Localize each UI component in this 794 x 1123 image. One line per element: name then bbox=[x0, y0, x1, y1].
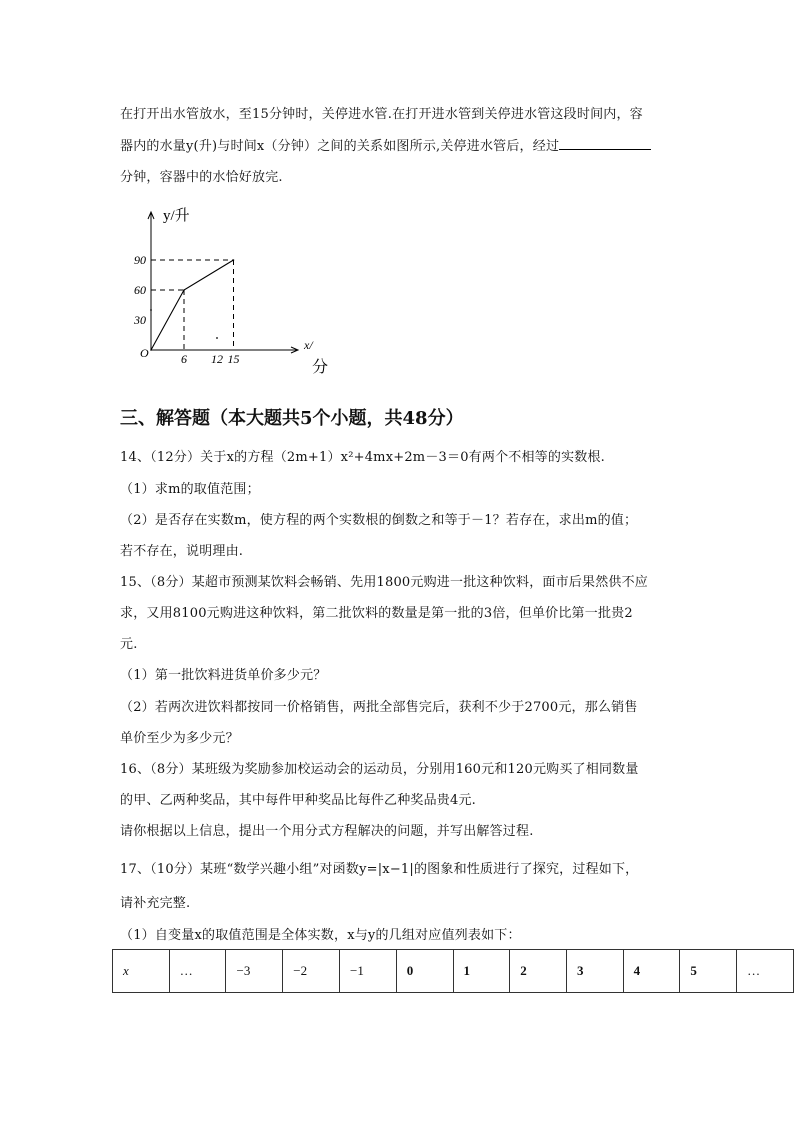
problem16-stem2: 的甲、乙两种奖品，其中每件甲种奖品比每件乙种奖品贵4元. bbox=[120, 793, 477, 808]
x-axis-label: x/ bbox=[304, 338, 313, 352]
table-cell: −3 bbox=[226, 950, 283, 993]
section-title: 三、解答题（本大题共5个小题，共48分） bbox=[120, 408, 464, 429]
problem13-line3: 分钟，容器中的水恰好放完. bbox=[120, 170, 283, 185]
problem15-q1: （1）第一批饮料进货单价多少元？ bbox=[120, 668, 327, 683]
x-axis-unit: 分 bbox=[312, 359, 329, 376]
value-table-row bbox=[113, 950, 794, 993]
table-cell: x bbox=[113, 950, 170, 993]
table-cell: … bbox=[737, 950, 794, 993]
data-point bbox=[183, 289, 185, 291]
series-line bbox=[151, 260, 234, 350]
problem15-q2a: （2）若两次进饮料都按同一价格销售，两批全部售完后，获利不少于2700元，那么销售 bbox=[120, 700, 638, 715]
problem16-stem3: 请你根据以上信息，提出一个用分式方程解决的问题，并写出解答过程. bbox=[120, 824, 534, 839]
origin-label: O bbox=[140, 346, 149, 360]
x-tick-label: 12 bbox=[211, 352, 223, 366]
table-cell: −2 bbox=[283, 950, 340, 993]
problem13-line2-text: 器内的水量y(升)与时间x（分钟）之间的关系如图所示,关停进水管后，经过 bbox=[120, 139, 560, 154]
chart-axes bbox=[148, 212, 298, 353]
problem14-q1: （1）求m的取值范围； bbox=[120, 482, 260, 497]
problem17-stem1: 17、（10分）某班“数学兴趣小组”对函数y=|x−1|的图象和性质进行了探究，过程如下， bbox=[120, 862, 639, 877]
table-cell: 5 bbox=[680, 950, 737, 993]
problem13-line2 bbox=[120, 135, 651, 154]
problem15-q2b: 单价至少为多少元？ bbox=[120, 731, 239, 746]
table-cell: 2 bbox=[510, 950, 567, 993]
problem15-stem3: 元. bbox=[120, 637, 138, 652]
problem15-stem1: 15、（8分）某超市预测某饮料会畅销、先用1800元购进一批这种饮料，面市后果然供不应 bbox=[120, 575, 648, 590]
x-tick-label: 15 bbox=[227, 352, 240, 366]
problem14-q2a: （2）是否存在实数m，使方程的两个实数根的倒数之和等于－1？若存在，求出m的值； bbox=[120, 513, 638, 528]
table-cell: 4 bbox=[623, 950, 680, 993]
problem13-line1: 在打开出水管放水，至15分钟时，关停进水管.在打开进水管到关停进水管这段时间内，容 bbox=[120, 107, 643, 122]
tick-mark bbox=[216, 337, 218, 339]
answer-blank[interactable] bbox=[559, 137, 651, 150]
tick-mark bbox=[150, 309, 152, 311]
y-axis-label: y/升 bbox=[163, 208, 190, 224]
problem16-stem1: 16、（8分）某班级为奖励参加校运动会的运动员，分别用160元和120元购买了相同数量 bbox=[120, 762, 639, 777]
x-tick-label: 6 bbox=[181, 352, 187, 366]
chart-series bbox=[150, 259, 234, 351]
problem17-stem2: 请补充完整. bbox=[120, 896, 191, 911]
chart-labels bbox=[133, 207, 328, 376]
y-tick-label: 30 bbox=[134, 313, 146, 327]
value-table bbox=[112, 949, 794, 993]
table-cell: … bbox=[169, 950, 226, 993]
problem17-q1: （1）自变量x的取值范围是全体实数，x与y的几组对应值列表如下： bbox=[120, 928, 521, 943]
y-tick-label: 60 bbox=[134, 283, 146, 297]
table-cell: 1 bbox=[453, 950, 510, 993]
problem15-stem2: 求，又用8100元购进这种饮料，第二批饮料的数量是第一批的3倍，但单价比第一批贵2 bbox=[120, 606, 633, 621]
data-point bbox=[233, 259, 235, 261]
table-cell: 3 bbox=[566, 950, 623, 993]
table-cell: 0 bbox=[396, 950, 453, 993]
data-point bbox=[150, 349, 152, 351]
y-tick-label: 90 bbox=[134, 253, 146, 267]
problem14-stem: 14、（12分）关于x的方程（2m+1）x²+4mx+2m－3＝0有两个不相等的实数根. bbox=[120, 450, 606, 465]
table-cell: −1 bbox=[340, 950, 397, 993]
problem14-q2b: 若不存在，说明理由. bbox=[120, 544, 244, 559]
line-chart bbox=[118, 200, 348, 380]
chart-guides bbox=[151, 260, 234, 350]
